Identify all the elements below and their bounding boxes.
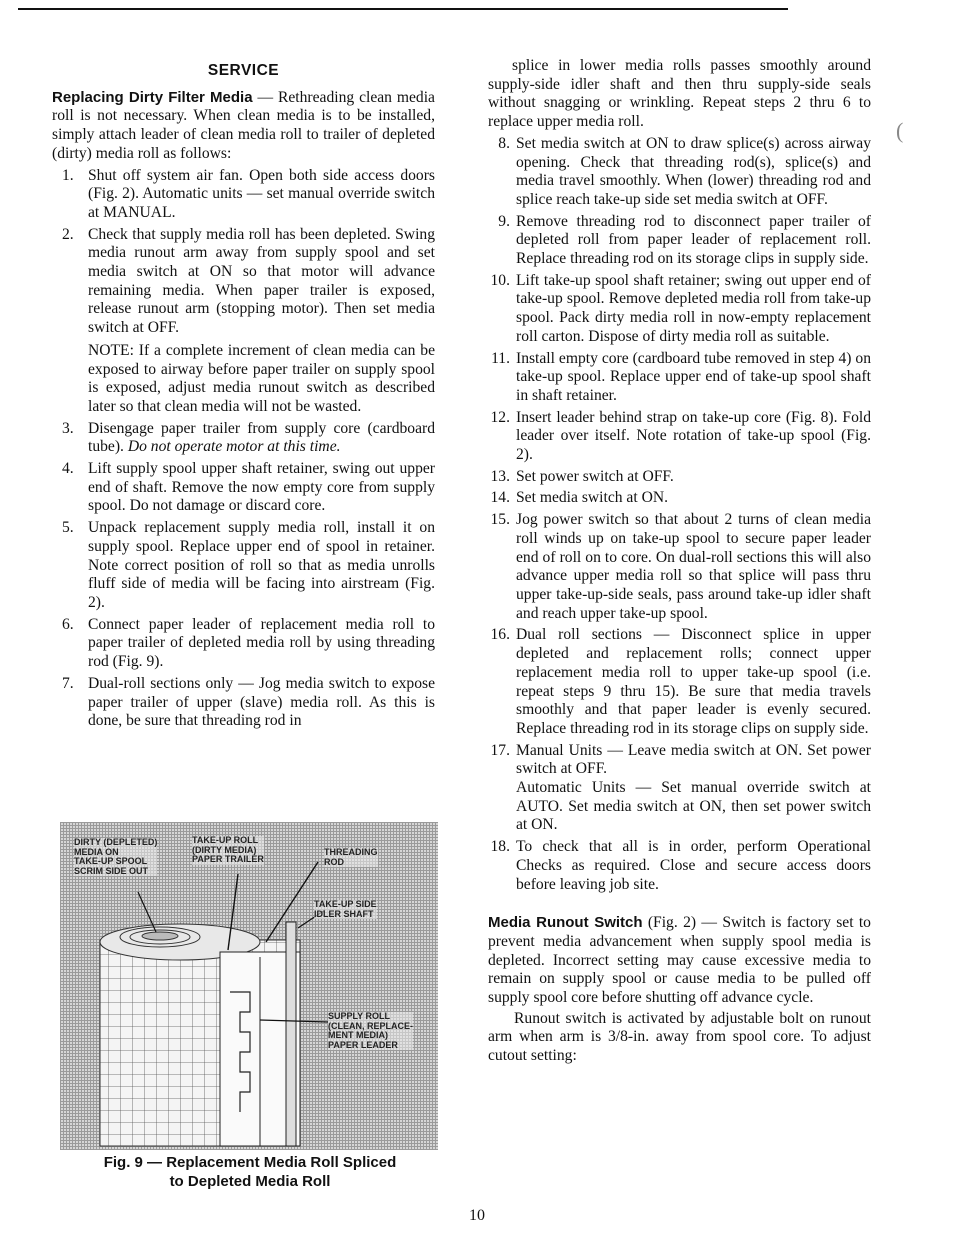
step-text: Connect paper leader of replacement media roll to paper trailer of depleted media roll by using threading rod (Fig. 9). (88, 615, 435, 671)
list-item (52, 420, 435, 457)
step-warning: Do not operate motor at this time. (127, 438, 341, 456)
step-number: 16. (490, 626, 510, 644)
step-number: 11. (491, 349, 510, 367)
note: NOTE: If a complete increment of clean media can be exposed to airway before paper trailer on supply spool is exposed, adjust media runout switch as described later so that clean media will not be wasted. (88, 341, 435, 415)
step-number: 5. (62, 519, 74, 537)
step-number: 15. (490, 511, 510, 529)
step-text: Jog power switch so that about 2 turns of clean media roll winds up on take-up spool to secure paper leader end of roll on to core. On dual-roll sections this will also advance upper media roll so that splice will pass thru upper take-up-side seals, pass around take-up idler shaft and reach upper take-up spool. (516, 511, 871, 622)
list-item (52, 519, 435, 613)
step-number: 12. (490, 408, 510, 426)
step-text: Set media switch at ON to draw splice(s) across airway opening. Check that threading rod(s), splice(s) and media travel smoothly. When (lower) threading rod and splice reach take-up side set media switch at OFF. (516, 134, 871, 208)
list-item (488, 468, 871, 487)
list-item (52, 460, 435, 516)
step-subtext: Automatic Units — Set manual override switch at AUTO. Set media switch at ON, then set power switch at ON. (516, 779, 871, 834)
step-text: Disengage paper trailer from supply core (cardboard tube). (88, 419, 435, 456)
step-text: Check that supply media roll has been depleted. Swing media runout arm away from supply spool and set media switch at ON so that motor will advance remaining media. When paper trailer is exposed, release runout arm (stopping motor). Then set media switch at OFF. (88, 225, 435, 337)
step-number: 7. (62, 674, 74, 692)
top-rule (18, 8, 788, 10)
step-text: Lift take-up spool shaft retainer; swing out upper end of take-up spool. Remove depleted media roll from take-up spool. Pack dirty media roll in now-empty replacement roll carton. Dispose of dirty media roll as suitable. (516, 271, 871, 345)
margin-mark: ( (896, 118, 904, 143)
step-number: 17. (490, 741, 510, 759)
step-text: Remove threading rod to disconnect paper trailer of depleted roll from paper leader of replacement roll. Replace threading rod on its storage clips in supply side. (516, 212, 871, 268)
page-number: 10 (469, 1207, 485, 1224)
step-text: Dual roll sections — Disconnect splice in upper depleted and replacement rolls; connect upper replacement media roll to upper take-up spool (i.e. repeat steps 9 thru 15). Be sure that media travels smoothly and that paper leader is evenly secured. Replace threading rod in its storage clips on supply side. (516, 626, 871, 737)
continuation-paragraph: splice in lower media rolls passes smoothly around supply-side idler shaft and then thru supply-side seals without snagging or wrinkling. Repeat steps 2 thru 6 to replace upper media roll. (488, 57, 871, 131)
step-number: 2. (62, 225, 74, 243)
figure-media-roll-splice (60, 822, 438, 1150)
steps-list-right (488, 135, 871, 894)
list-item (488, 626, 871, 738)
list-item (52, 226, 435, 417)
left-column (52, 62, 435, 731)
step-text: Manual Units — Leave media switch at ON. Set power switch at OFF. (516, 741, 871, 778)
intro-heading: Replacing Dirty Filter Media (52, 88, 253, 106)
runout-paragraph (488, 914, 871, 1008)
step-text: Set media switch at ON. (516, 489, 669, 507)
step-number: 18. (490, 838, 510, 856)
list-item (488, 838, 871, 894)
step-text: Lift supply spool upper shaft retainer, swing out upper end of shaft. Remove the now empty core from supply spool. Do not damage or discard core. (88, 460, 435, 515)
section-title: SERVICE (207, 62, 280, 79)
step-text: Dual-roll sections only — Jog media switch to expose paper trailer of upper (slave) media roll. As this is done, be sure that threading rod in (88, 674, 435, 730)
step-number: 3. (62, 419, 74, 437)
figure-caption (60, 1153, 440, 1191)
step-number: 9. (498, 212, 510, 230)
step-number: 10. (490, 271, 510, 289)
step-text: Install empty core (cardboard tube removed in step 4) on take-up spool. Replace upper end of take-up spool shaft in shaft retainer. (516, 349, 871, 404)
list-item (488, 409, 871, 465)
runout-heading: Media Runout Switch (488, 914, 643, 932)
step-number: 6. (62, 615, 74, 633)
caption-line: Fig. 9 — Replacement Media Roll Spliced (103, 1154, 397, 1171)
right-column (488, 57, 871, 1066)
label-idler-shaft: TAKE-UP SIDE IDLER SHAFT (314, 899, 377, 919)
list-item (52, 167, 435, 223)
caption-line: to Depleted Media Roll (169, 1173, 331, 1190)
step-number: 1. (62, 166, 74, 184)
step-text: Set power switch at OFF. (516, 467, 674, 485)
list-item (488, 272, 871, 347)
step-number: 8. (498, 134, 510, 152)
list-item (488, 742, 871, 836)
label-takeup-roll: TAKE-UP ROLL (DIRTY MEDIA) PAPER TRAILER (192, 835, 264, 864)
threading-rod (286, 922, 296, 1146)
list-item (488, 213, 871, 269)
list-item (488, 489, 871, 508)
step-text: Insert leader behind strap on take-up core (Fig. 8). Fold leader over itself. Note rotation of take-up spool (Fig. 2). (516, 408, 871, 464)
step-number: 13. (490, 467, 510, 485)
step-text: Unpack replacement supply media roll, install it on supply spool. Replace upper end of spool in retainer. Note correct position of roll so that as media unrolls fluff side of media will be facing into airstream (Fig. 2). (88, 519, 435, 611)
list-item (52, 616, 435, 672)
label-supply-roll: SUPPLY ROLL (CLEAN, REPLACE- MENT MEDIA) PAPER LEADER (328, 1011, 413, 1050)
list-item (488, 350, 871, 406)
steps-list-left (52, 167, 435, 731)
label-dirty-media: DIRTY (DEPLETED) MEDIA ON TAKE-UP SPOOL SCRIM SIDE OUT (74, 837, 158, 876)
intro-paragraph (52, 89, 435, 164)
step-text: Shut off system air fan. Open both side access doors (Fig. 2). Automatic units — set manual override switch at MANUAL. (88, 166, 435, 221)
intro-text: — Rethreading clean media roll is not necessary. When clean media is to be installed, simply attach leader of clean media roll to trailer of depleted (dirty) media roll as follows: (52, 88, 435, 162)
runout-text: (Fig. 2) — Switch is factory set to prevent media advancement when supply spool media is depleted. Incorrect setting may cause excessive media to remain on supply spool or cause media to be pulled off supply spool core before shutting off advance cycle. (488, 914, 871, 1007)
list-item (52, 675, 435, 731)
step-text: To check that all is in order, perform Operational Checks as required. Close and secure access doors before leaving job site. (516, 838, 871, 893)
step-number: 14. (490, 489, 510, 507)
list-item (488, 511, 871, 623)
step-number: 4. (62, 460, 74, 478)
runout-paragraph-2: Runout switch is activated by adjustable bolt on runout arm when arm is 3/8-in. away from spool core. To adjust cutout setting: (488, 1009, 871, 1065)
label-threading-rod: THREADING ROD (324, 847, 378, 867)
list-item (488, 135, 871, 210)
